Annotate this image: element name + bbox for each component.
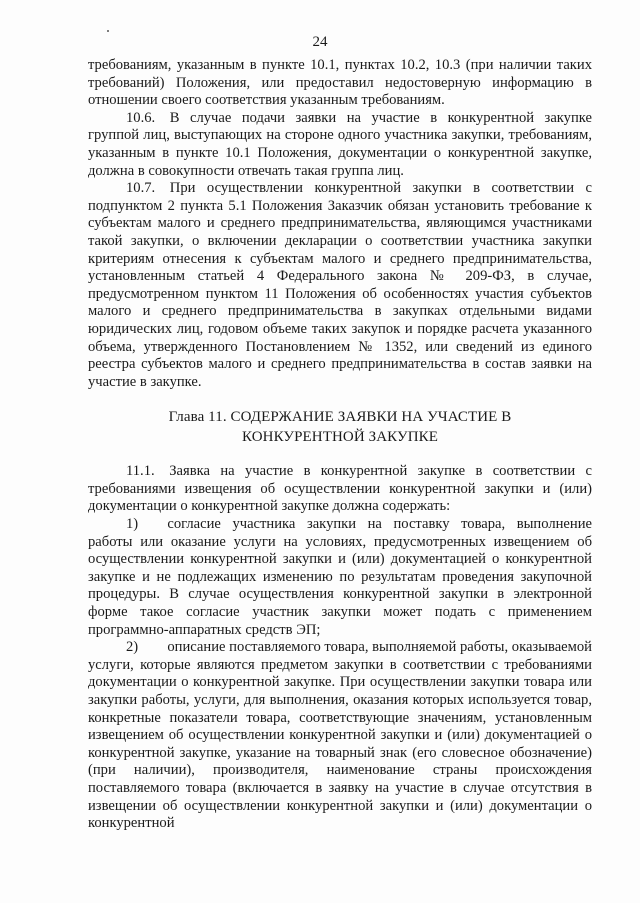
paragraph-item-2: 2) описание поставляемого товара, выполняемой работы, оказываемой услуги, которые являются предметом закупки в соответствии с требованиями документации о конкурентной закупке. При осуществлении закупки товара или закупки работы, услуги, для выполнения, оказания которых используется товар, конкретные показатели товара, соответствующие значениям, установленным извещением об осуществлении конкурентной закупки и (или) документацией о конкурентной закупке, указание на товарный знак (его словесное обозначение) (при наличии), производителя, наименование страны происхождения поставляемого товара (включается в заявку на участие в случае отсутствия в извещении об осуществлении конкурентной закупки и (или) документации о конкурентной <box>88 639 592 832</box>
paragraph-11-1: 11.1. Заявка на участие в конкурентной закупке в соответствии с требованиями извещения об осуществлении конкурентной закупки и (или) документации о конкурентной закупке должна содержать: <box>88 463 592 515</box>
paragraph-continuation: требованиям, указанным в пункте 10.1, пунктах 10.2, 10.3 (при наличии таких требований) Положения, или предоставил недостоверную информацию в отношении своего соответствия указанным требованиям. <box>88 57 592 109</box>
paragraph-10-6: 10.6. В случае подачи заявки на участие в конкурентной закупке группой лиц, выступающих на стороне одного участника закупки, требованиям, указанным в пункте 10.1 Положения, документации о конкурентной закупке, должна в совокупности отвечать такая группа лиц. <box>88 109 592 179</box>
scan-speck <box>107 30 109 32</box>
chapter-heading-line2: КОНКУРЕНТНОЙ ЗАКУПКЕ <box>241 429 439 446</box>
document-body <box>88 57 592 833</box>
chapter-heading <box>88 407 592 447</box>
paragraph-10-7: 10.7. При осуществлении конкурентной закупки в соответствии с подпунктом 2 пункта 5.1 Положения Заказчик обязан установить требование к субъектам малого и среднего предпринимательства, являющимся участниками такой закупки, о включении декларации о соответствии участника закупки критериям отнесения к субъектам малого и среднего предпринимательства, установленным статьей 4 Федерального закона № 209-ФЗ, в случае, предусмотренном пунктом 11 Положения об особенностях участия субъектов малого и среднего предпринимательства в закупках отдельными видами юридических лиц, годовом объеме таких закупок и порядке расчета указанного объема, утвержденного Постановлением № 1352, или сведений из единого реестра субъектов малого и среднего предпринимательства в состав заявки на участие в закупке. <box>88 180 592 390</box>
paragraph-item-1: 1) согласие участника закупки на поставку товара, выполнение работы или оказание услуги на условиях, предусмотренных извещением об осуществлении конкурентной закупки и (или) документацией о конкурентной закупке и не подлежащих изменению по результатам проведения закупочной процедуры. В случае осуществления конкурентной закупки в электронной форме такое согласие участник закупки может подать с применением программно-аппаратных средств ЭП; <box>88 516 592 638</box>
page-number: 24 <box>312 34 328 50</box>
chapter-heading-line1: Глава 11. СОДЕРЖАНИЕ ЗАЯВКИ НА УЧАСТИЕ В <box>168 409 512 426</box>
